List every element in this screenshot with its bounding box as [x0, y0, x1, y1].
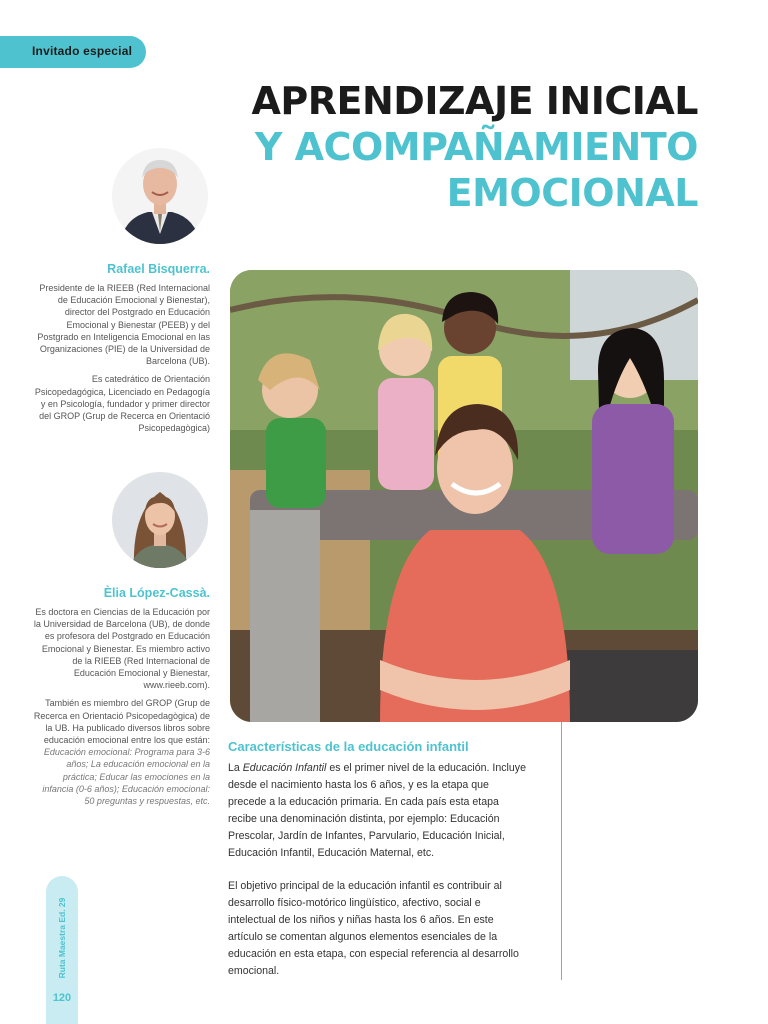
page-number: 120 — [52, 992, 72, 1004]
author-bio-elia — [30, 606, 210, 813]
author-photo-rafael — [112, 148, 208, 244]
author-name-elia: Èlia López-Cassà. — [103, 586, 210, 600]
article-title — [252, 78, 698, 216]
section-tag-label: Invitado especial — [32, 44, 133, 58]
p1-rest: es el primer nivel de la educación. Incluye desde el nacimiento hasta los 6 años, y es la etapa que precede a la educación primaria. En cada país esta etapa recibe una denominación distinta, por ejemplo: Educación Prescolar, Jardín de Infantes, Parvulario, Educación Inicial, Educación Infantil, Educación Maternal, etc. — [228, 762, 526, 859]
p1-emphasis: Educación Infantil — [242, 762, 327, 774]
section-tag — [0, 36, 146, 68]
magazine-label — [52, 888, 72, 988]
bio-paragraph: Es catedrático de Orientación Psicopedagógica, Licenciado en Pedagogía y en Psicología, fundador y primer director del GROP (Grup de Recerca en Orientació Psicopedagògica) — [34, 374, 210, 434]
section-heading: Características de la educación infantil — [228, 739, 469, 754]
p2-text: El objetivo principal de la educación infantil es contribuir al desarrollo físico-motórico lingüístico, afectivo, social e intelectual de los niños y niñas hasta los 6 años. En este artículo se comentan algunos elementos esenciales de la educación en esta etapa, con especial referencia al desarrollo emocional. — [228, 880, 519, 977]
author-bio-rafael — [30, 282, 210, 440]
article-paragraph-2 — [228, 878, 528, 980]
bio-paragraph: Presidente de la RIEEB (Red Internacional de Educación Emocional y Bienestar), director del Postgrado en Educación Emocional y Bienestar (PEEB) y del Postgrado en Inteligencia Emocional en las Organizaciones (PIE) de la Universidad de Barcelona (UB). — [37, 283, 210, 367]
column-divider — [561, 722, 562, 980]
title-line-2: Y ACOMPAÑAMIENTO — [254, 125, 698, 169]
title-line-1: APRENDIZAJE INICIAL — [251, 79, 698, 123]
author-name-rafael: Rafael Bisquerra. — [107, 262, 210, 276]
main-photo — [230, 270, 698, 722]
author-photo-elia — [112, 472, 208, 568]
title-line-3: EMOCIONAL — [446, 171, 698, 215]
bio-books: Educación emocional: Programa para 3-6 años; La educación emocional en la práctica; Educar las emociones en la infancia (0-6 años); Educación emocional: 50 preguntas y respuestas, etc. — [42, 747, 210, 807]
article-paragraph-1 — [228, 760, 528, 862]
magazine-name: Ruta Maestra Ed. 29 — [57, 897, 67, 979]
bio-paragraph: También es miembro del GROP (Grup de Recerca en Orientació Psicopedagògica) de la UB. Ha publicado diversos libros sobre educación emocional entre los que están: — [33, 698, 210, 746]
p1-start: La — [228, 762, 243, 774]
bio-paragraph: Es doctora en Ciencias de la Educación por la Universidad de Barcelona (UB), de donde es profesora del Postgrado en Educación Emocional y Bienestar. Es miembro activo de la RIEEB (Red Internacional de Educación Emocional y Bienestar, www.rieeb.com). — [33, 607, 210, 691]
